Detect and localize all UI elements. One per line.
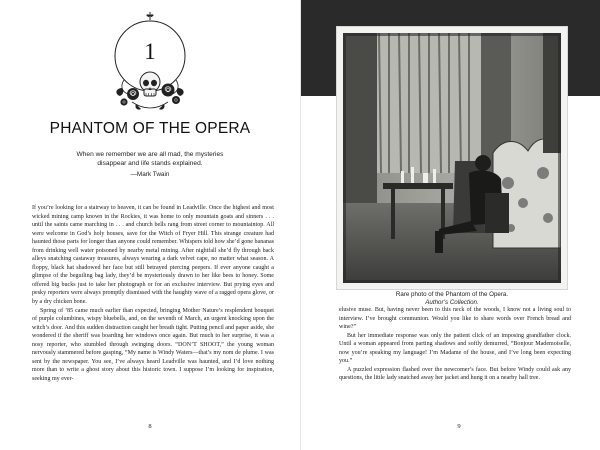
chapter-ornament xyxy=(102,10,198,114)
chapter-title: PHANTOM OF THE OPERA xyxy=(49,120,251,137)
right-page xyxy=(300,0,600,450)
epigraph xyxy=(50,150,250,169)
caption-text: Rare photo of the Phantom of the Opera. xyxy=(395,291,509,298)
page-number: 8 xyxy=(148,423,152,430)
epigraph-line: disappear and life stands explained. xyxy=(97,160,203,168)
page-number: 9 xyxy=(457,423,461,430)
paragraph: If you’re looking for a stairway to heaven, it can be found in Leadville. Once the highest and most wicked mining camp known in the Rockies, it was home to only mountain goats and sinners . . . until the saints came marching in . . . and church bells rang from street corner to mountaintop. All were welcome in God’s holy houses, save for the Witch of Fryer Hill. This strange creature had haunted those parts for longer than anyone could remember. Whispers told how she’d gone bananas from drinking well water poisoned by nearby metal mining. After nightfall she’d fly through back alleys snatching castaway treasures, always wearing a dark velvet cape, no matter what season. A floppy, black hat shadowed her face but still betrayed piercing peepers. If ever anyone caught a glimpse of the beguiling bag lady, they’d be mysteriously drawn to her like bees to honey. Some offered big bucks just to take her photograph or for an exclusive interview. But prying eyes and pesky reporters were always promptly dismissed with the haughty wave of a ragged opera glove, or by a dry chicken bone. xyxy=(32,205,274,306)
paragraph: A puzzled expression flashed over the newcomer’s face. But before Windy could ask any questions, the little lady snatched away her jacket and hung it on a nearby hall tree. xyxy=(339,366,571,382)
photo-caption xyxy=(337,291,567,307)
paragraph: Spring of ’85 came much earlier than expected, bringing Mother Nature’s resplendent bouquet of purple columbines, wispy bluebells, and, on the seventh of March, an urgent knocking upon the witch’s door. And this sudden distraction caught her breath tight. Putting pencil and paper aside, she wondered if the sheriff was boarding her windows once again. But much to her surprise, it was a nosy reporter, who stumbled through swinging doors. “DON’T SHOOT,” the young woman nervously stammered before gasping, “My name is Windy Waters—that’s my nom de plume. I was sent by the newspaper. You see, I’ve always heard Leadville was haunted, and I’d love nothing more than to write a ghost story about this historic town. I suppose I’m looking for inspiration, seeking my ever- xyxy=(32,307,274,382)
epigraph-attribution: —Mark Twain xyxy=(130,171,170,178)
phantom-photo xyxy=(343,33,561,283)
epigraph-line: When we remember we are all mad, the mysteries xyxy=(76,151,224,158)
chapter-number: 1 xyxy=(144,39,156,64)
left-body-text xyxy=(32,204,274,383)
paragraph: But her immediate response was only the patient click of an imposing grandfather clock. Until a woman appeared from parting shadows and softly demurred, “Bonjour Mademoiselle, now you’re speaking my language! I’m Madame of the house, and I’ve long been expecting you.” xyxy=(339,332,571,365)
paragraph: elusive muse. But, having never been to this neck of the woods, I know not a living soul to interview. I’ve brought communion. Would you like to share words over French bread and wine?” xyxy=(339,307,571,331)
right-body-text xyxy=(339,306,571,383)
phantom-photo-image xyxy=(343,33,561,283)
caption-credit: Author’s Collection. xyxy=(425,299,479,306)
